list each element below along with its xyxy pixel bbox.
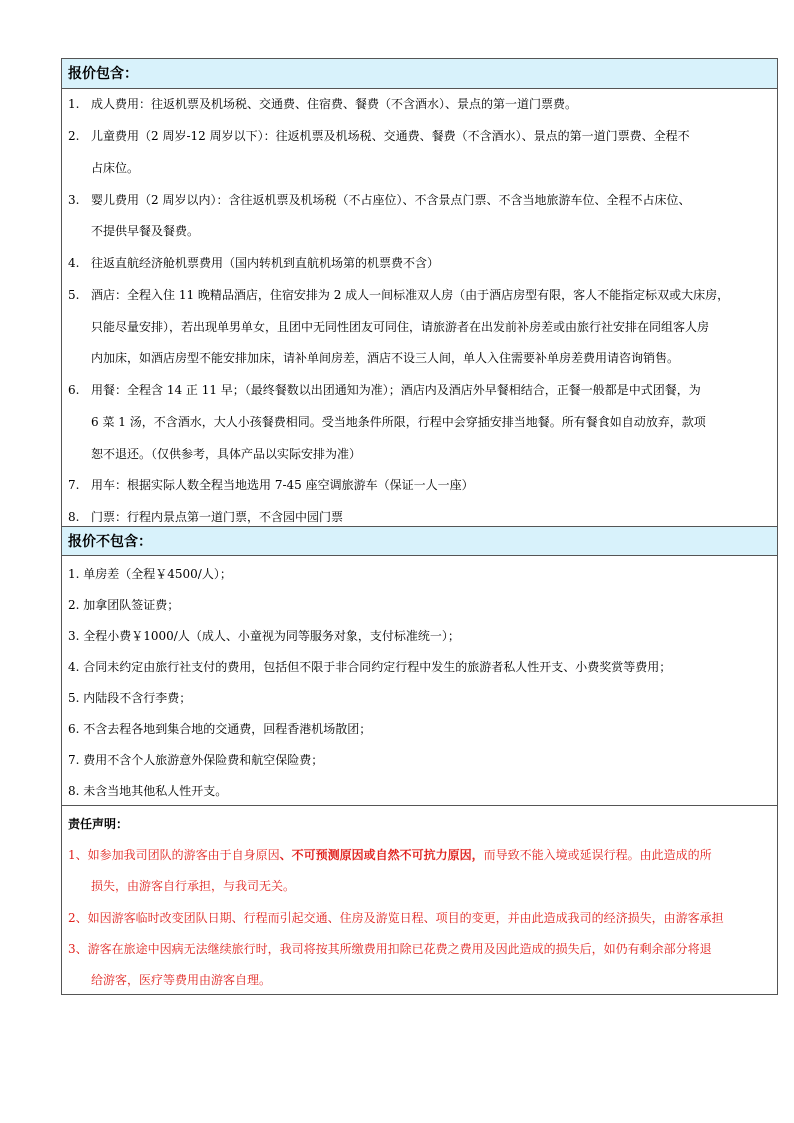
excluded-item: 3. 全程小费￥1000/人（成人、小童视为同等服务对象，支付标准统一）； xyxy=(68,629,460,643)
responsibility-item-2: 2、如因游客临时改变团队日期、行程而引起交通、住房及游览日程、项目的变更，并由此造成我司的经济损失，由游客承担 xyxy=(68,911,724,925)
excluded-item: 7. 费用不含个人旅游意外保险费和航空保险费； xyxy=(68,753,324,767)
excluded-item: 1. 单房差（全程￥4500/人）； xyxy=(68,567,232,581)
included-list: 1. 成人费用：往返机票及机场税、交通费、住宿费、餐费（不含酒水）、景点的第一道门票费。 2. 儿童费用（2 周岁-12 周岁以下）：往返机票及机场税、交通费、餐费（不含酒水）、景点的第一道门票费、全程不 占床位。 3. 婴儿费用（2 周岁以内）：含往返机票及机场税（不占座位）、不含景点门票、不含当地旅游车位、全程不占床位、 不提供早餐及餐费。 4. 往返直航经济舱机票费用（国内转机到直航机场第的机票费不含） 5. 酒店：全程入住 11 晚精品酒店，住宿安排为 2 成人一间标准双人房（由于酒店房型有限，客人不能指定标双或大床房， 只能尽量安排），若出现单男单女，且团中无同性团友可同住，请旅游者在出发前补房差或由旅行社安排在同组客人房 内加床，如酒店房型不能安排加床，请补单间房差，酒店不设三人间，单人入住需要补单房差费用请咨询销售。 6. 用餐：全程含 14 正 11 早；（最终餐数以出团通知为准）；酒店内及酒店外早餐相结合，正餐一般都是中式团餐，为 6 菜 1 汤，不含酒水，大人小孩餐费相同。受当地条件所限，行程中会穿插安排当地餐。所有餐食如自动放弃，款项 恕不退还。（仅供参考，具体产品以实际安排为准） 7. 用车：根据实际人数全程当地选用 7-45 座空调旅游车（保证一人一座） 8. 门票：行程内景点第一道门票，不含园中园门票 xyxy=(68,97,730,524)
excluded-item: 2. 加拿团队签证费； xyxy=(68,598,180,612)
excluded-list xyxy=(62,556,777,805)
price-terms-table xyxy=(61,58,778,995)
included-header: 报价包含： xyxy=(62,59,777,89)
responsibility-item-3-cont: 给游客，医疗等费用由游客自理。 xyxy=(91,973,272,987)
responsibility-section xyxy=(62,805,777,994)
excluded-header: 报价不包含： xyxy=(62,526,777,556)
excluded-item: 4. 合同未约定由旅行社支付的费用，包括但不限于非合同约定行程中发生的旅游者私人性开支、小费奖赏等费用； xyxy=(68,660,672,674)
responsibility-item-1: 1、如参加我司团队的游客由于自身原因、不可预测原因或自然不可抗力原因，而导致不能入境或延误行程。由此造成的所 xyxy=(68,848,712,862)
responsibility-item-1-cont: 损失，由游客自行承担，与我司无关。 xyxy=(91,879,296,893)
responsibility-item-3: 3、游客在旅途中因病无法继续旅行时，我司将按其所缴费用扣除已花费之费用及因此造成的损失后，如仍有剩余部分将退 xyxy=(68,942,712,956)
excluded-item: 5. 内陆段不含行李费； xyxy=(68,691,192,705)
responsibility-title: 责任声明： xyxy=(68,817,129,831)
excluded-item: 8. 未含当地其他私人性开支。 xyxy=(68,784,228,798)
excluded-item: 6. 不含去程各地到集合地的交通费，回程香港机场散团； xyxy=(68,722,372,736)
